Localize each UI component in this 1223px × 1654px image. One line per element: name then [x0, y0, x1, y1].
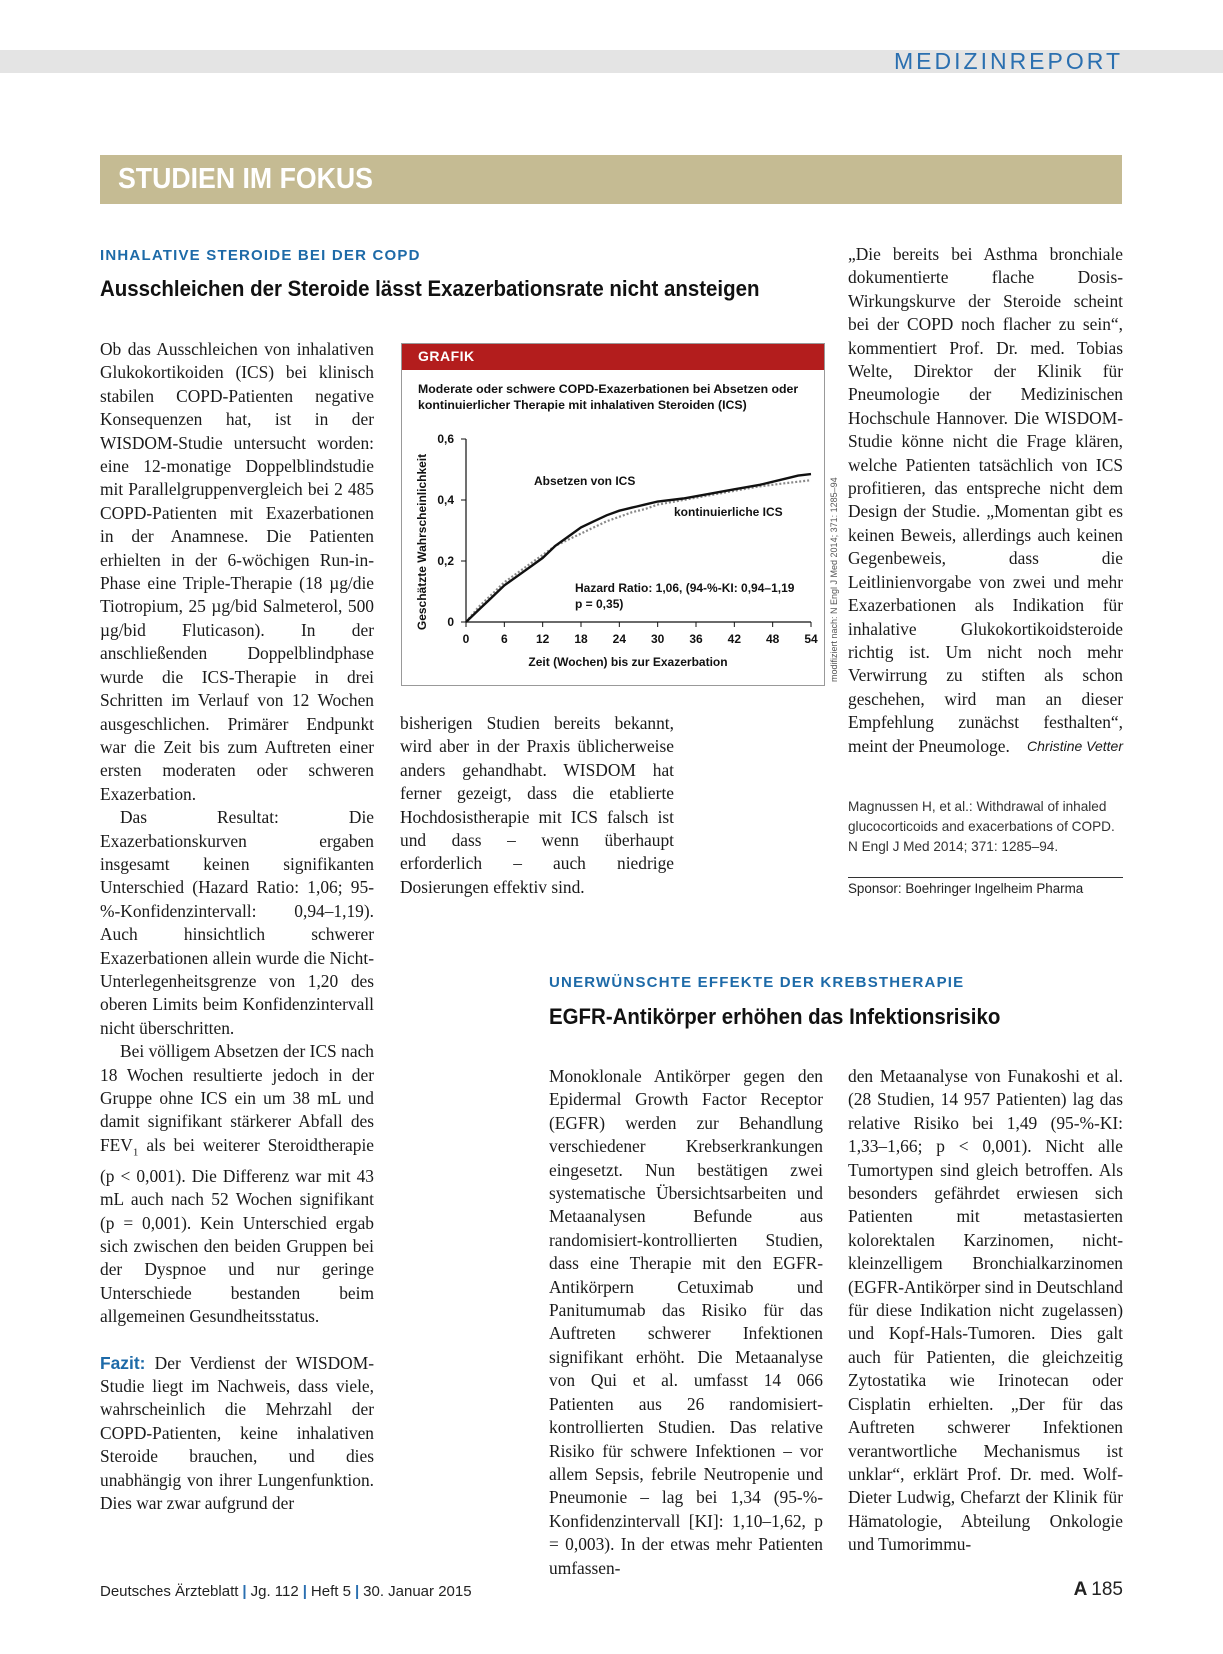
chart-series-line-kontinuierlich: [466, 480, 811, 622]
article2-kicker: UNERWÜNSCHTE EFFEKTE DER KREBSTHERAPIE: [549, 974, 965, 991]
article1-column-3: [848, 243, 1123, 758]
article1-column-2: [400, 712, 674, 899]
page-footer: [100, 1583, 472, 1600]
chart-x-tick-label: 18: [574, 632, 588, 646]
chart-y-tick-label: 0,6: [437, 432, 454, 446]
section-banner: [100, 155, 1122, 204]
hazard-ratio-line1: Hazard Ratio: 1,06, (94-%-KI: 0,94–1,19: [575, 581, 795, 595]
fev-text-b: als bei weiterer Steroidtherapie (p < 0,001). Die Differenz war mit 43 mL auch nach 52 Wochen signifikant (p = 0,001). Kein Unterschied ergab sich zwischen den beiden Gruppen bei der Dyspnoe und nur geringe Unterschiede bestanden beim allgemeinen Gesundheitsstatus.: [100, 1134, 374, 1327]
footer-separator: |: [302, 1583, 307, 1600]
chart-y-tick-label: 0,2: [437, 554, 454, 568]
series-label-kontinuierlich: kontinuierliche ICS: [674, 505, 783, 519]
article1-headline: Ausschleichen der Steroide lässt Exazerbationsrate nicht ansteigen: [100, 276, 760, 301]
chart-y-tick-label: 0: [447, 615, 454, 629]
fev-subscript: 1: [132, 1146, 139, 1159]
article1-paragraph: bisherigen Studien bereits bekannt, wird aber in der Praxis üblicherweise anders gehandhabt. WISDOM hat ferner gezeigt, dass die etablierte Hochdosistherapie mit ICS falsch ist und dass – wenn überhaupt erforderlich – auch niedrige Dosierungen effektiv sind.: [400, 713, 674, 897]
author-signature: Christine Vetter: [1027, 737, 1123, 754]
article1-paragraph: [100, 1040, 374, 1328]
article2-paragraph: den Metaanalyse von Funakoshi et al. (28 Studien, 14 957 Patienten) lag das relative Risiko bei 1,49 (95-%-KI: 1,33–1,66; p < 0,001). Nicht alle Tumortypen sind gleich betroffen. Als besonders gefährdet erwiesen sich Patienten mit metastasierten kolorektalen Karzinomen, nicht-kleinzelligem Bronchialkarzinomen (EGFR-Antikörper sind in Deutschland für diese Indikation nicht zugelassen) und Kopf-Hals-Tumoren. Dies galt auch für Patienten, die gleichzeitig Zytostatika wie Irinotecan oder Cisplatin erhielten. „Der für das Auftreten schwerer Infektionen verantwortliche Mechanismus ist unklar“, erklärt Prof. Dr. med. Wolf-Dieter Ludwig, Chefarzt der Klinik für Hämatologie, Abteilung Onkologie und Tumorimmu-: [848, 1066, 1123, 1555]
fazit-label: Fazit:: [100, 1352, 146, 1373]
footer-journal: Deutsches Ärzteblatt: [100, 1583, 239, 1600]
chart-source-note: modifiziert nach: N Engl J Med 2014; 371: 1285–94: [829, 477, 839, 682]
article2-paragraph: Monoklonale Antikörper gegen den Epidermal Growth Factor Receptor (EGFR) werden zur Behandlung verschiedener Krebserkrankungen eingesetzt. Nun bestätigen zwei systematische Übersichtsarbeiten und Metaanalysen Befunde aus randomisiert-kontrollierten Studien, dass eine Therapie mit den EGFR-Antikörpern Cetuximab und Panitumumab das Risiko für das Auftreten schwerer Infektionen signifikant erhöht. Die Metaanalyse von Qui et al. umfasst 14 066 Patienten aus 26 randomisiert-kontrollierten Studien. Das relative Risiko für schwere Infektionen – vor allem Sepsis, febrile Neutropenie und Pneumonie – lag bei 1,34 (95-%-Konfidenzintervall [KI]: 1,10–1,62, p = 0,003). In der etwas mehr Patienten umfassen-: [549, 1066, 823, 1578]
page-prefix: A: [1073, 1579, 1088, 1600]
article1-sponsor: Sponsor: Boehringer Ingelheim Pharma: [848, 881, 1084, 896]
article1-paragraph: Das Resultat: Die Exazerbationskurven ergaben insgesamt keinen signifikanten Unterschied (Hazard Ratio: 1,06; 95-%-Konfidenzintervall: 0,94–1,19). Auch hinsichtlich schwerer Exazerbationen allein wurde die Nicht-Unterlegenheitsgrenze von 1,20 des oberen Limits beim Konfidenzintervall nicht überschritten.: [100, 807, 374, 1038]
series-label-absetzen: Absetzen von ICS: [534, 474, 636, 488]
footer-issue: Heft 5: [310, 1583, 351, 1600]
article1-reference: Magnussen H, et al.: Withdrawal of inhaled glucocorticoids and exacerbations of COPD. N Engl J Med 2014; 371: 1285–94.: [848, 799, 1115, 854]
sponsor-divider: [848, 877, 1123, 878]
chart-x-tick-label: 24: [612, 632, 627, 646]
footer-separator: |: [354, 1583, 360, 1600]
banner-title: STUDIEN IM FOKUS: [118, 163, 373, 195]
hazard-ratio-line2: p = 0,35): [575, 597, 624, 611]
chart-figure: [401, 343, 825, 686]
article1-paragraph: „Die bereits bei Asthma bronchiale dokumentierte flache Dosis-Wirkungskurve der Steroide scheint bei der COPD noch flacher zu sein“, kommentiert Prof. Dr. med. Tobias Welte, Direktor der Klinik für Pneumologie der Medizinischen Hochschule Hannover. Die WISDOM-Studie könne nicht die Frage klären, welche Patienten tatsächlich von ICS profitieren, das entspreche nicht dem Design der Studie. „Momentan gibt es keinen Beweis, allerdings auch keinen Gegenbeweis, dass die Leitlinienvorgabe von zwei und mehr Exazerbationen als Indikation für inhalative Glukokortikoidsteroide richtig ist. Um nicht noch mehr Verwirrung zu stiften als schon geschehen, wird man an dieser Empfehlung zunächst festhalten“, meint der Pneumologe.: [848, 244, 1123, 756]
fazit-paragraph: [100, 1352, 374, 1516]
chart-header-label: GRAFIK: [418, 348, 475, 364]
section-label: MEDIZINREPORT: [894, 48, 1123, 74]
page-number-value: 185: [1091, 1579, 1123, 1600]
chart-x-tick-label: 30: [650, 632, 665, 646]
chart-x-tick-label: 54: [804, 632, 818, 646]
article2-column-1: [549, 1065, 823, 1580]
footer-separator: |: [242, 1583, 247, 1600]
chart-x-tick-label: 12: [535, 632, 550, 646]
chart-x-tick-label: 0: [462, 632, 470, 646]
article2-headline: EGFR-Antikörper erhöhen das Infektionsrisiko: [549, 1004, 1001, 1029]
article1-paragraph: Ob das Ausschleichen von inhalativen Glukokortikoiden (ICS) bei klinisch stabilen COPD-Patienten negative Konsequenzen hat, ist in der WISDOM-Studie untersucht worden: eine 12-monatige Doppelblindstudie mit Parallelgruppenvergleich bei 2 485 COPD-Patienten mit Exazerbationen in der Anamnese. Die Patienten erhielten in der 6-wöchigen Run-in-Phase eine Triple-Therapie (18 µg/die Tiotropium, 25 µg/bid Salmeterol, 500 µg/bid Fluticason). In der anschließenden Doppelblindphase wurde die ICS-Therapie in drei Schritten im Verlauf von 12 Wochen ausgeschlichen. Primärer Endpunkt war die Zeit bis zum Auftreten einer ersten moderaten oder schweren Exazerbation.: [100, 339, 374, 804]
chart-x-tick-label: 6: [500, 632, 508, 646]
chart-plot: [402, 344, 824, 685]
chart-x-axis-label: Zeit (Wochen) bis zur Exazerbation: [528, 655, 728, 669]
footer-volume: Jg. 112: [250, 1583, 299, 1600]
chart-x-tick-label: 48: [765, 632, 780, 646]
chart-y-tick-label: 0,4: [437, 493, 454, 507]
chart-series-line-absetzen: [466, 474, 811, 622]
chart-x-tick-label: 42: [727, 632, 742, 646]
article1-kicker: INHALATIVE STEROIDE BEI DER COPD: [100, 247, 421, 264]
fazit-text: Der Verdienst der WISDOM-Studie liegt im Nachweis, dass viele, wahrscheinlich die Mehrzahl der COPD-Patienten, keine inhalativen Steroide brauchen, und dies unabhängig von ihrer Lungenfunktion. Dies war zwar aufgrund der: [100, 1352, 374, 1513]
chart-y-axis-label: Geschätzte Wahrscheinlichkeit: [415, 453, 429, 631]
chart-x-tick-label: 36: [689, 632, 703, 646]
page-number: [1074, 1579, 1123, 1601]
fev-text-a: Bei völligem Absetzen der ICS nach 18 Wochen resultierte jedoch in der Gruppe ohne ICS ein um 38 mL und damit signifikant stärkerer Abfall des FEV: [100, 1041, 374, 1155]
article1-column-1: [100, 338, 374, 1515]
footer-date: 30. Januar 2015: [363, 1583, 472, 1600]
article2-column-2: [848, 1065, 1123, 1557]
chart-title: Moderate oder schwere COPD-Exazerbationen bei Absetzen oder kontinuierlicher Therapie mit inhalativen Steroiden (ICS): [418, 382, 799, 412]
